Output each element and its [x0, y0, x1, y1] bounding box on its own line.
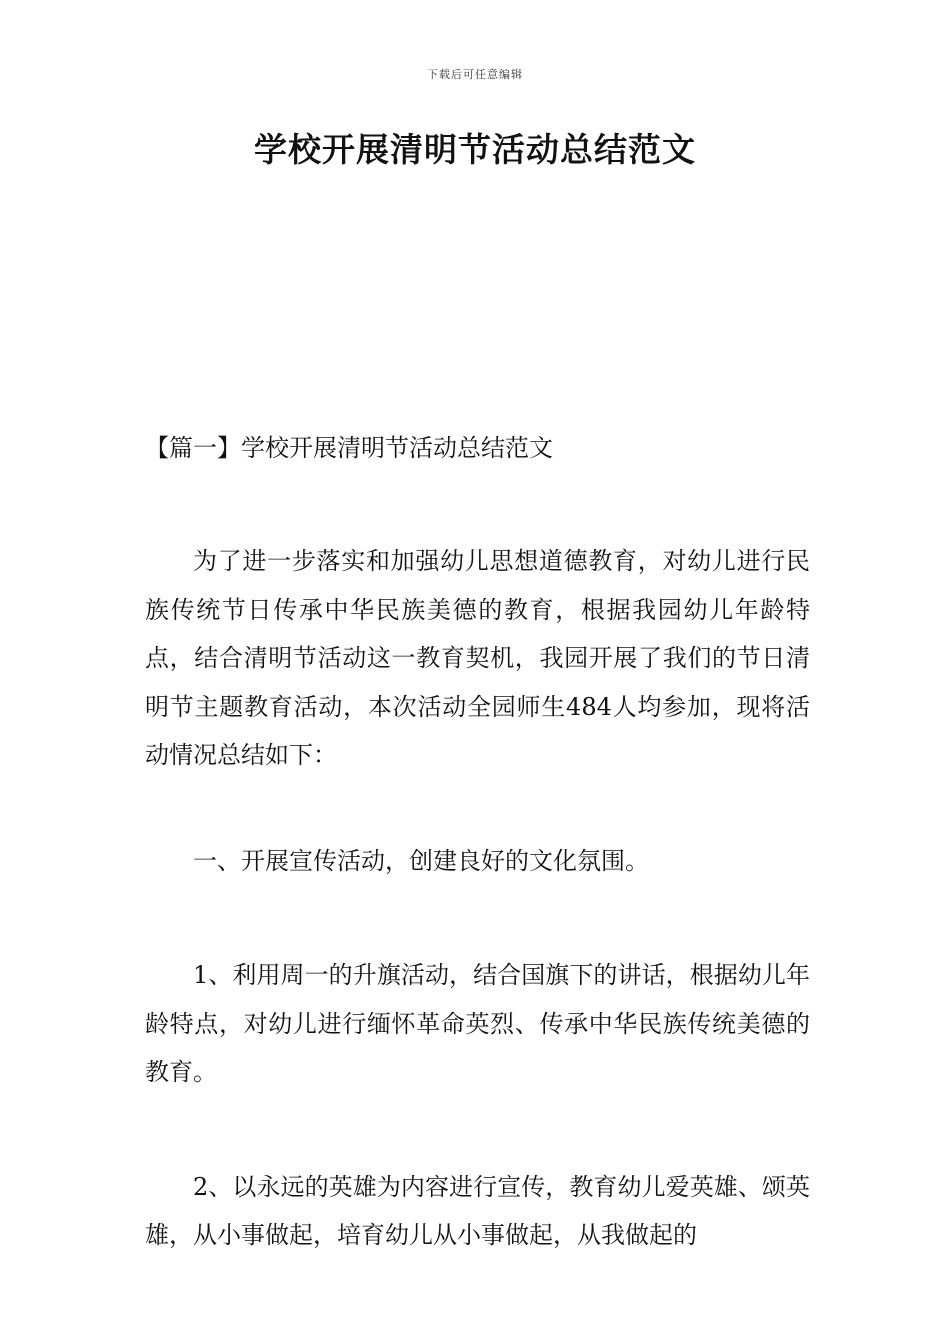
paragraph-intro: 为了进一步落实和加强幼儿思想道德教育，对幼儿进行民族传统节日传承中华民族美德的教育，根据我园幼儿年龄特点，结合清明节活动这一教育契机，我园开展了我们的节日清明节主题教育活动，本次活动全园师生484人均参加，现将活动情况总结如下：	[145, 547, 810, 769]
paragraph-item-2: 2、以永远的英雄为内容进行宣传，教育幼儿爱英雄、颂英雄，从小事做起，培育幼儿从小事做起，从我做起的	[145, 1172, 810, 1249]
page-header-note: 下载后可任意编辑	[427, 68, 523, 81]
paragraph-item-1: 1、利用周一的升旗活动，结合国旗下的讲话，根据幼儿年龄特点，对幼儿进行缅怀革命英烈、传承中华民族传统美德的教育。	[145, 961, 810, 1086]
section-heading: 【篇一】学校开展清明节活动总结范文	[145, 434, 553, 462]
document-title: 学校开展清明节活动总结范文	[254, 130, 696, 169]
paragraph-section-one: 一、开展宣传活动，创建良好的文化氛围。	[193, 846, 649, 875]
document-body	[145, 428, 810, 1260]
